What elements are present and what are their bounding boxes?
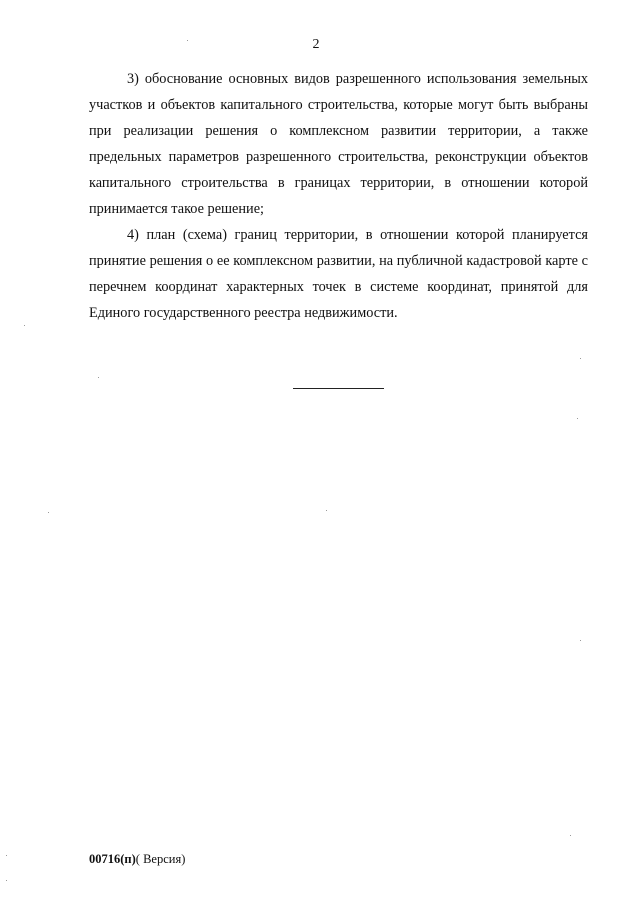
scan-speck bbox=[577, 418, 578, 419]
scan-speck bbox=[6, 855, 7, 856]
document-code-number: 00716(п) bbox=[89, 852, 136, 866]
scan-speck bbox=[24, 325, 25, 326]
paragraph-item-3: 3) обоснование основных видов разрешенного использования земельных участков и объектов капитального строительства, которые могут быть выбраны при реализации решения о комплексном развитии территории, а также предельных параметров разрешенного строительства, реконструкции объектов капитального строительства в границах территории, в отношении которой принимается такое решение; bbox=[89, 71, 588, 217]
scan-speck bbox=[98, 377, 99, 378]
scan-speck bbox=[326, 510, 327, 511]
document-body bbox=[89, 66, 588, 326]
end-separator-line bbox=[293, 388, 384, 389]
scan-speck bbox=[580, 640, 581, 641]
scan-speck bbox=[580, 358, 581, 359]
document-version-label: ( Версия) bbox=[135, 852, 186, 866]
paragraph-item-4: 4) план (схема) границ территории, в отношении которой планируется принятие решения о ее комплексном развитии, на публичной кадастровой карте с перечнем координат характерных точек в системе координат, принятой для Единого государственного реестра недвижимости. bbox=[89, 227, 588, 321]
page-number: 2 bbox=[312, 37, 320, 52]
document-code bbox=[89, 852, 185, 867]
scan-speck bbox=[6, 880, 7, 881]
scan-speck bbox=[187, 40, 188, 41]
scan-speck bbox=[570, 835, 571, 836]
scan-speck bbox=[48, 512, 49, 513]
